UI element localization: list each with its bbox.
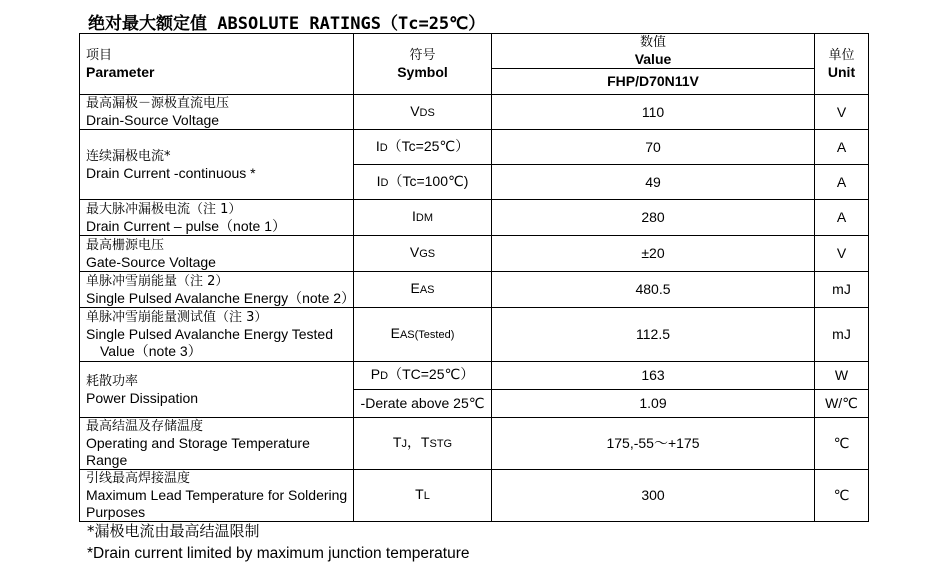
symbol-sub-2: STG bbox=[429, 438, 453, 450]
table-row bbox=[80, 236, 869, 272]
table-row bbox=[80, 200, 869, 236]
param-en-cont: Range bbox=[86, 452, 128, 468]
param-cell bbox=[80, 418, 354, 470]
symbol-main: P bbox=[370, 366, 381, 382]
header-row bbox=[80, 34, 869, 69]
unit-cell: mJ bbox=[815, 308, 869, 362]
param-cell bbox=[80, 130, 354, 200]
param-en: Power Dissipation bbox=[86, 389, 199, 406]
unit-cell: A bbox=[815, 200, 869, 236]
param-en: Gate-Source Voltage bbox=[86, 253, 216, 270]
symbol-main: E bbox=[390, 325, 400, 341]
value-cell: 112.5 bbox=[492, 308, 815, 362]
unit-cell: W bbox=[815, 362, 869, 390]
symbol-sub: AS(Tested) bbox=[399, 329, 455, 341]
param-en: Maximum Lead Temperature for Soldering bbox=[86, 487, 348, 503]
param-en: Operating and Storage Temperature bbox=[86, 435, 310, 451]
symbol-main: V bbox=[410, 102, 420, 119]
header-value bbox=[492, 34, 815, 69]
param-en: Single Pulsed Avalanche Energy Tested bbox=[86, 326, 333, 342]
header-symbol-zh: 符号 bbox=[409, 48, 436, 63]
param-zh: 单脉冲雪崩能量（注 2） bbox=[86, 273, 229, 289]
param-cell bbox=[80, 470, 354, 522]
table-row bbox=[80, 362, 869, 390]
table-row bbox=[80, 95, 869, 130]
header-parameter bbox=[80, 34, 354, 95]
param-zh: 最高栅源电压 bbox=[86, 237, 165, 253]
param-cell bbox=[80, 200, 354, 236]
param-en-cont: Purposes bbox=[86, 504, 146, 520]
symbol-main: T bbox=[415, 486, 424, 502]
unit-cell: W/℃ bbox=[815, 390, 869, 418]
value-cell: 175,-55～+175 bbox=[492, 418, 815, 470]
value-cell: 70 bbox=[492, 130, 815, 165]
symbol-cell bbox=[354, 470, 492, 522]
symbol-sub: D bbox=[379, 141, 388, 154]
param-cell bbox=[80, 95, 354, 130]
symbol-main: I bbox=[376, 172, 381, 189]
symbol-sub: DM bbox=[415, 212, 433, 224]
symbol-condition: （Tc=25℃） bbox=[387, 137, 470, 154]
symbol-main: E bbox=[410, 280, 420, 296]
value-cell: 49 bbox=[492, 165, 815, 200]
table-row bbox=[80, 130, 869, 165]
symbol-cell bbox=[354, 200, 492, 236]
symbol-cell bbox=[354, 95, 492, 130]
header-unit-zh: 单位 bbox=[828, 48, 855, 63]
unit-cell: V bbox=[815, 236, 869, 272]
param-cell bbox=[80, 308, 354, 362]
unit-cell: ℃ bbox=[815, 418, 869, 470]
param-zh: 耗散功率 bbox=[86, 373, 139, 389]
symbol-cell bbox=[354, 236, 492, 272]
symbol-main: V bbox=[409, 244, 420, 260]
symbol-sub: DS bbox=[419, 106, 435, 119]
param-en-cont: Value（note 3） bbox=[100, 343, 202, 359]
table-row bbox=[80, 418, 869, 470]
value-cell: 480.5 bbox=[492, 272, 815, 308]
unit-cell: mJ bbox=[815, 272, 869, 308]
symbol-cell bbox=[354, 272, 492, 308]
param-zh: 连续漏极电流* bbox=[86, 148, 171, 164]
symbol-main: T bbox=[392, 434, 402, 450]
unit-cell: A bbox=[815, 130, 869, 165]
param-en: Drain Current -continuous * bbox=[86, 164, 256, 181]
param-zh: 单脉冲雪崩能量测试值（注 3） bbox=[86, 310, 268, 325]
symbol-main: I bbox=[412, 208, 416, 224]
param-cell bbox=[80, 362, 354, 418]
symbol-sub: D bbox=[380, 176, 389, 189]
unit-cell: A bbox=[815, 165, 869, 200]
value-cell: ±20 bbox=[492, 236, 815, 272]
table-row bbox=[80, 308, 869, 362]
unit-cell: V bbox=[815, 95, 869, 130]
param-en: Single Pulsed Avalanche Energy（note 2） bbox=[86, 289, 356, 306]
header-symbol bbox=[354, 34, 492, 95]
symbol-sub: GS bbox=[419, 248, 436, 260]
footnote-en: *Drain current limited by maximum junction temperature bbox=[87, 545, 470, 562]
symbol-cell bbox=[354, 165, 492, 200]
symbol-condition: （TC=25℃） bbox=[388, 366, 475, 382]
absolute-ratings-table bbox=[79, 33, 869, 522]
footnote-zh: *漏极电流由最高结温限制 bbox=[87, 522, 260, 540]
page-title: 绝对最大额定值 ABSOLUTE RATINGS（Tc=25℃） bbox=[88, 14, 486, 34]
symbol-cell: -Derate above 25℃ bbox=[354, 390, 492, 418]
value-cell: 300 bbox=[492, 470, 815, 522]
table-row bbox=[80, 272, 869, 308]
symbol-cell bbox=[354, 130, 492, 165]
param-cell bbox=[80, 236, 354, 272]
param-en: Drain Current – pulse（note 1） bbox=[86, 217, 286, 234]
symbol-main: I bbox=[375, 137, 380, 154]
param-en: Drain-Source Voltage bbox=[86, 112, 220, 128]
header-param-en: Parameter bbox=[86, 64, 155, 80]
symbol-sub: AS bbox=[419, 284, 435, 296]
header-unit bbox=[815, 34, 869, 95]
symbol-cell bbox=[354, 308, 492, 362]
symbol-sub: L bbox=[423, 490, 430, 502]
table-row bbox=[80, 470, 869, 522]
header-param-zh: 项目 bbox=[86, 48, 113, 63]
header-value-zh: 数值 bbox=[639, 35, 666, 50]
value-cell: 280 bbox=[492, 200, 815, 236]
param-cell bbox=[80, 272, 354, 308]
header-symbol-en: Symbol bbox=[397, 64, 448, 80]
param-zh: 最高结温及存储温度 bbox=[86, 419, 204, 434]
symbol-condition: ，T bbox=[406, 434, 430, 450]
value-cell: 110 bbox=[492, 95, 815, 130]
unit-cell: ℃ bbox=[815, 470, 869, 522]
symbol-cell bbox=[354, 418, 492, 470]
symbol-condition: （Tc=100℃) bbox=[388, 172, 469, 189]
param-zh: 最大脉冲漏极电流（注 1） bbox=[86, 201, 242, 217]
param-zh: 引线最高焊接温度 bbox=[86, 471, 191, 486]
symbol-cell bbox=[354, 362, 492, 390]
value-cell: 163 bbox=[492, 362, 815, 390]
symbol-sub: J bbox=[401, 438, 407, 450]
header-unit-en: Unit bbox=[827, 64, 856, 80]
header-value-part: FHP/D70N11V bbox=[492, 69, 815, 95]
value-cell: 1.09 bbox=[492, 390, 815, 418]
symbol-sub: D bbox=[380, 370, 389, 382]
param-zh: 最高漏极－源极直流电压 bbox=[86, 96, 230, 111]
header-value-en: Value bbox=[634, 51, 672, 67]
